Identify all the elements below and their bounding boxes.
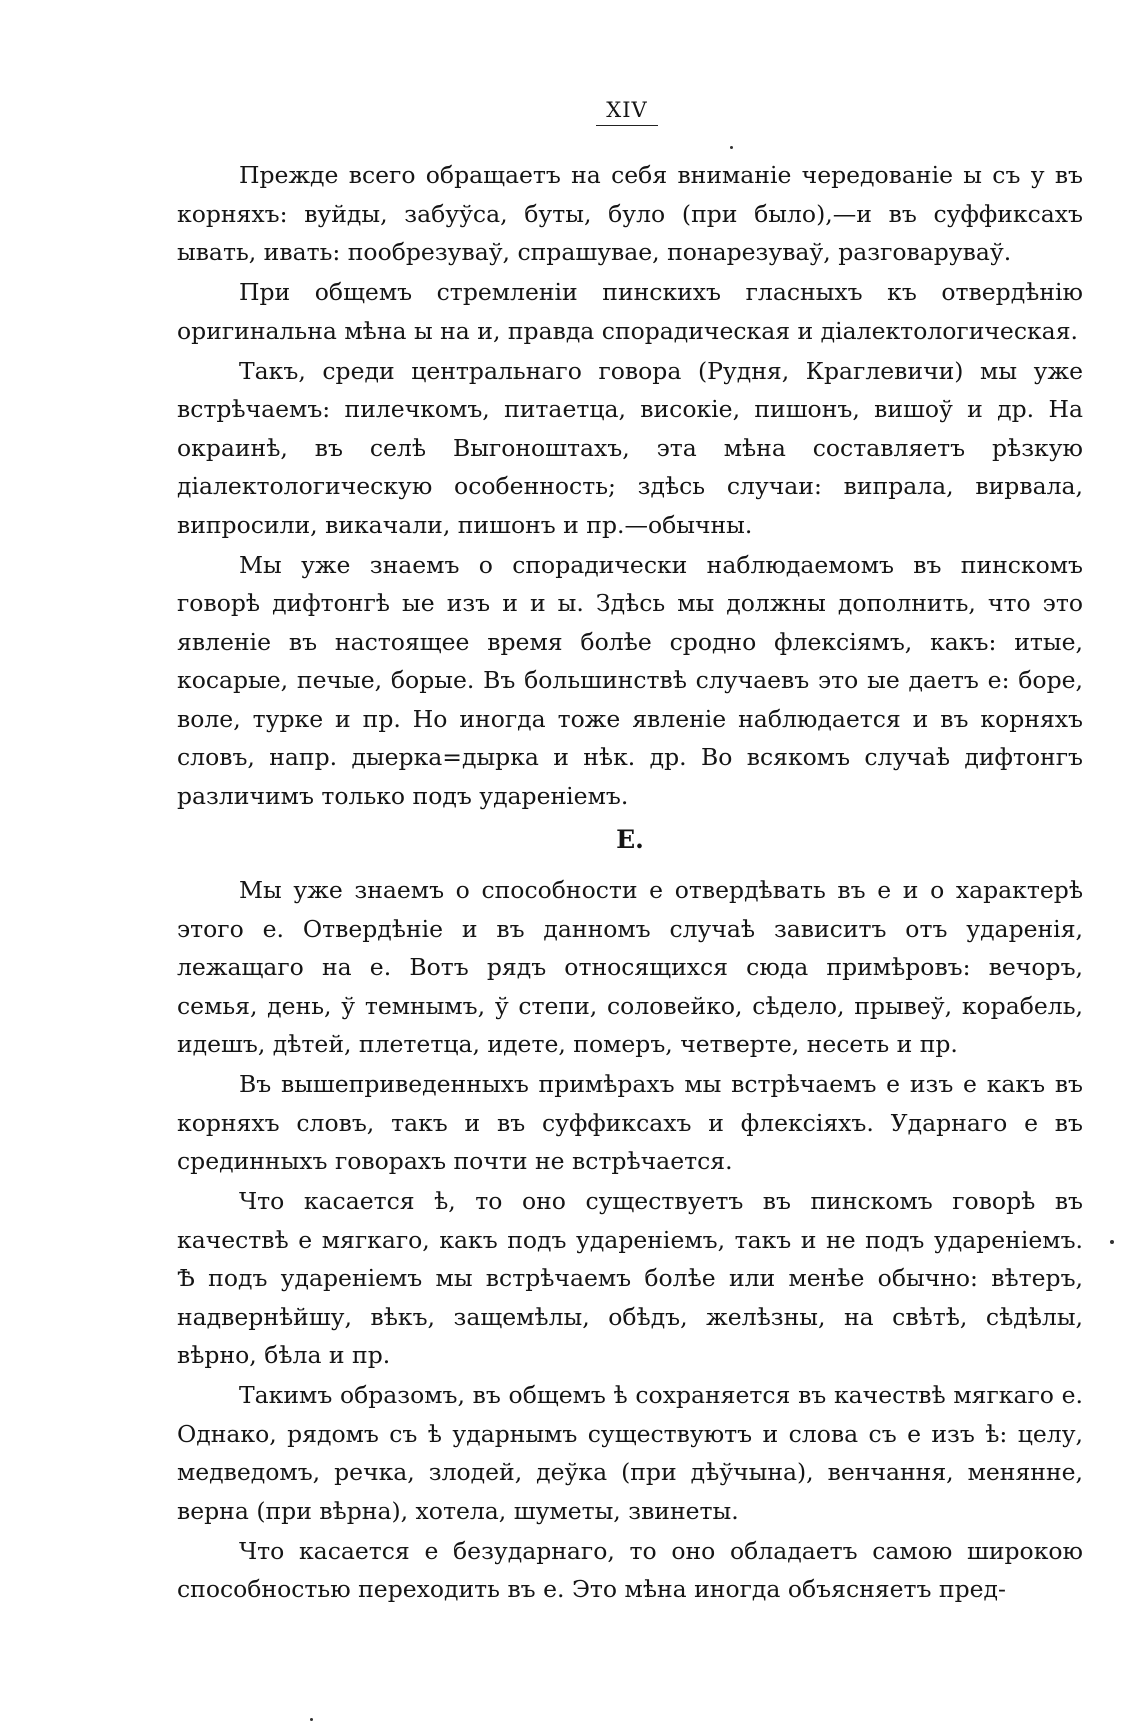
paragraph: Такимъ образомъ, въ общемъ ѣ сохраняется въ качествѣ мягкаго е. Однако, рядомъ съ ѣ ударнымъ существуютъ и слова съ е изъ ѣ: целу, медведомъ, речка, злодей, деўка (при дѣўчына), венчання, менянне, верна (при вѣрна), хотела, шуметы, звинеты. bbox=[177, 1381, 1083, 1525]
section-heading: Е. bbox=[616, 825, 644, 854]
paragraph: Такъ, среди центральнаго говора (Рудня, Краглевичи) мы уже встрѣчаемъ: пилечкомъ, питаетца, високіе, пишонъ, вишоў и др. На окраинѣ, въ селѣ Выгоноштахъ, эта мѣна составляетъ рѣзкую діалектологическую особенность; здѣсь случаи: випрала, вирвала, випросили, викачали, пишонъ и пр.—обычны. bbox=[177, 356, 1083, 539]
paragraph: Мы уже знаемъ о спорадически наблюдаемомъ въ пинскомъ говорѣ дифтонгѣ ые изъ и и ы. Здѣсь мы должны дополнить, что это явленіе въ настоящее время болѣе сродно флексіямъ, какъ: итые, косарые, печые, борые. Въ большинствѣ случаевъ это ые даетъ е: боре, воле, турке и пр. Но иногда тоже явленіе наблюдается и въ корняхъ словъ, напр. дыерка=дырка и нѣк. др. Во всякомъ случаѣ дифтонгъ различимъ только подъ удареніемъ. bbox=[177, 550, 1083, 810]
page-body bbox=[177, 156, 1083, 1610]
ink-speck bbox=[1110, 1240, 1114, 1244]
paragraph: Мы уже знаемъ о способности е отвердѣвать въ е и о характерѣ этого е. Отвердѣніе и въ данномъ случаѣ зависитъ отъ ударенія, лежащаго на е. Вотъ рядъ относящихся сюда примѣровъ: вечоръ, семья, день, ў темнымъ, ў степи, соловейко, сѣдело, прывеў, корабель, идешъ, дѣтей, плететца, идете, померъ, четверте, несеть и пр. bbox=[177, 876, 1083, 1058]
paragraph: Въ вышеприведенныхъ примѣрахъ мы встрѣчаемъ е изъ е какъ въ корняхъ словъ, такъ и въ суффиксахъ и флексіяхъ. Ударнаго е въ срединныхъ говорахъ почти не встрѣчается. bbox=[177, 1070, 1083, 1175]
paragraph: Прежде всего обращаетъ на себя вниманіе чередованіе ы съ у въ корняхъ: вуйды, забуўса, буты, було (при было),—и въ суффиксахъ ывать, ивать: пообрезуваў, спрашувае, понарезуваў, разговаруваў. bbox=[177, 161, 1083, 266]
paragraph: Что касается е безударнаго, то оно обладаетъ самою широкою способностью переходить въ е. Это мѣна иногда объясняетъ пред- bbox=[177, 1536, 1083, 1603]
paragraph: При общемъ стремленіи пинскихъ гласныхъ къ отвердѣнію оригинальна мѣна ы на и, правда спорадическая и діалектологическая. bbox=[177, 278, 1083, 345]
page-number: XIV bbox=[596, 98, 658, 126]
ink-speck bbox=[310, 1718, 313, 1721]
ink-speck bbox=[730, 146, 733, 149]
paragraph: Что касается ѣ, то оно существуетъ въ пинскомъ говорѣ въ качествѣ е мягкаго, какъ подъ удареніемъ, такъ и не подъ удареніемъ. Ѣ подъ удареніемъ мы встрѣчаемъ болѣе или менѣе обычно: вѣтеръ, надвернѣйшу, вѣкъ, защемѣлы, обѣдъ, желѣзны, на свѣтѣ, сѣдѣлы, вѣрно, бѣла и пр. bbox=[177, 1187, 1083, 1369]
